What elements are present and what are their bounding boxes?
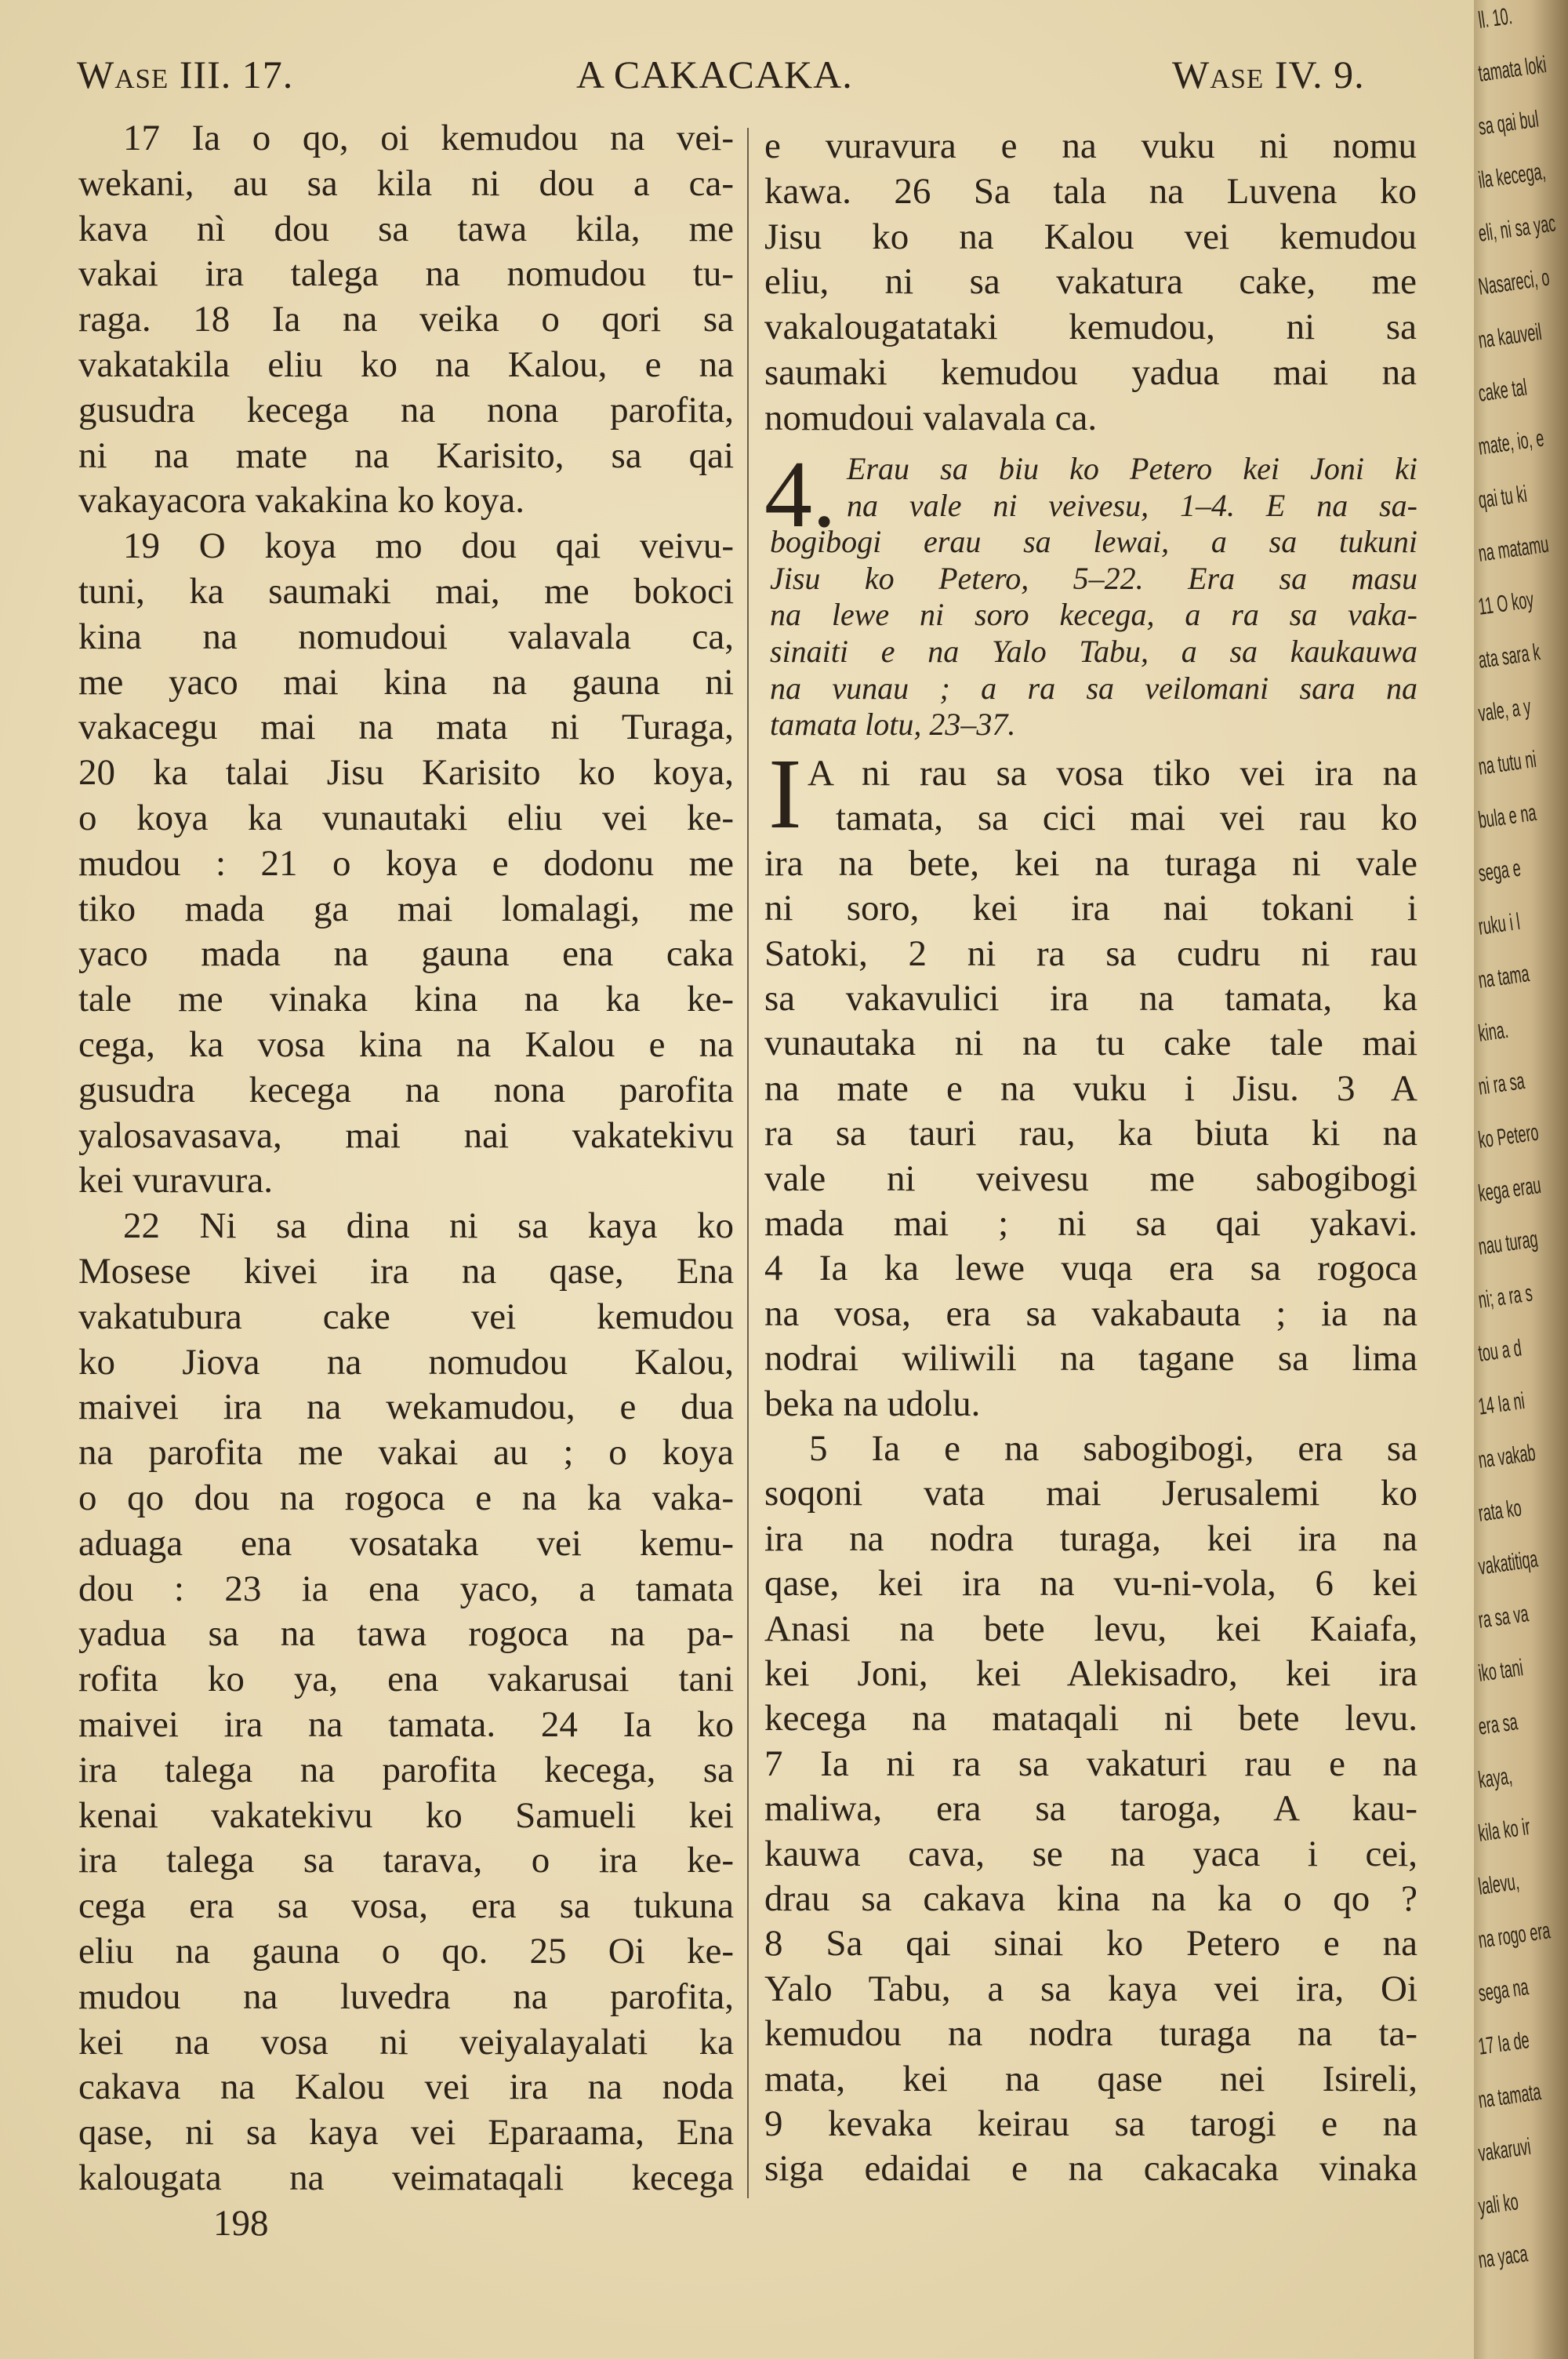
text-line: nomudoui valavala ca.: [764, 397, 1098, 438]
next-page-fragment: kega erau: [1476, 1172, 1543, 1207]
running-header-right: Wase IV. 9.: [1172, 53, 1365, 96]
next-page-fragment: kina.: [1476, 1016, 1510, 1047]
next-page-fragment: na tutu ni: [1476, 746, 1538, 780]
chapter-summary-line: na vale ni veivesu, 1–4. E na sa-: [847, 487, 1417, 523]
text-line: vakacegu mai na mata ni Turaga,: [78, 707, 734, 748]
next-page-fragment: na vakab: [1476, 1439, 1537, 1474]
text-line: gusudra kecega na nona parofita: [78, 1069, 734, 1110]
text-line: ira talega sa tarava, o ira ke-: [78, 1840, 734, 1881]
chapter-summary-line: na lewe ni soro kecega, a ra sa vaka-: [770, 597, 1417, 633]
drop-cap: I: [768, 738, 802, 849]
text-line: maliwa, era sa taroga, A kau-: [764, 1788, 1417, 1830]
text-line: kei na vosa ni veiyalayalati ka: [78, 2021, 734, 2063]
next-page-fragment: vale, a y: [1476, 693, 1533, 727]
chapter-summary-line: na vunau ; a ra sa veilomani sara na: [770, 670, 1417, 706]
text-line: kei vuravura.: [78, 1160, 273, 1201]
next-page-fragment: cake tal: [1476, 374, 1529, 407]
text-line: na parofita me vakai au ; o koya: [78, 1432, 734, 1474]
text-line: kava nì dou sa tawa kila, me: [78, 208, 734, 249]
next-page-fragment: vakaruvi: [1476, 2133, 1533, 2167]
next-page-fragment: na tama: [1476, 961, 1531, 994]
text-line: raga. 18 Ia na veika o qori sa: [78, 299, 734, 340]
text-line: vakai ira talega na nomudou tu-: [78, 253, 734, 295]
next-page-fragment: na matamu: [1476, 531, 1551, 567]
text-line: yalosavasava, mai nai vakatekivu: [78, 1114, 734, 1156]
text-line: Jisu ko na Kalou vei kemudou: [764, 216, 1417, 257]
text-line: vakatubura cake vei kemudou: [78, 1296, 734, 1337]
text-line: mada mai ; ni sa qai yakavi.: [764, 1203, 1417, 1244]
text-line: tamata, sa cici mai vei rau ko: [836, 798, 1417, 839]
next-page-fragment: ra sa va: [1476, 1601, 1530, 1634]
next-page-fragment: kila ko ir: [1476, 1813, 1532, 1847]
text-line: tale me vinaka kina na ka ke-: [78, 979, 734, 1020]
text-line: cakava na Kalou vei ira na noda: [78, 2066, 734, 2108]
text-line: tuni, ka saumaki mai, me bokoci: [78, 571, 734, 612]
chapter-summary-line: Erau sa biu ko Petero kei Joni ki: [847, 451, 1417, 486]
next-page-fragment: 17 Ia de: [1476, 2027, 1531, 2060]
text-line: gusudra kecega na nona parofita,: [78, 389, 734, 431]
text-line: kina na nomudoui valavala ca,: [78, 616, 734, 657]
text-line: beka na udolu.: [764, 1383, 981, 1424]
text-line: 17 Ia o qo, oi kemudou na vei-: [123, 118, 734, 158]
text-line: 8 Sa qai sinai ko Petero e na: [764, 1923, 1417, 1965]
text-line: qase, ni sa kaya vei Eparaama, Ena: [78, 2112, 734, 2154]
page-number: 198: [213, 2203, 269, 2244]
next-page-fragment: na tamata: [1476, 2079, 1543, 2114]
text-line: eliu, ni sa vakatura cake, me: [764, 261, 1417, 303]
text-line: mudou na luvedra na parofita,: [78, 1976, 734, 2017]
text-line: o qo dou na rogoca e na ka vaka-: [78, 1478, 734, 1518]
next-page-fragment: iko tani: [1476, 1655, 1525, 1687]
next-page-fragment: era sa: [1476, 1709, 1519, 1740]
next-page-fragment: rata ko: [1476, 1495, 1523, 1527]
text-line: kei Joni, kei Alekisadro, kei ira: [764, 1653, 1417, 1694]
next-page-fragment: sega e: [1476, 855, 1523, 887]
next-page-fragment: na yaca: [1476, 2241, 1530, 2274]
text-line: qase, kei ira na vu-ni-vola, 6 kei: [764, 1563, 1417, 1605]
text-line: ni soro, kei ira nai tokani i: [764, 888, 1417, 929]
text-line: tiko mada ga mai lomalagi, me: [78, 888, 734, 929]
text-line: e vuravura e na vuku ni nomu: [764, 125, 1417, 166]
text-line: ira talega na parofita kecega, sa: [78, 1749, 734, 1790]
text-line: 22 Ni sa dina ni sa kaya ko: [123, 1205, 734, 1247]
text-line: yadua sa na tawa rogoca na pa-: [78, 1613, 734, 1655]
text-line: Yalo Tabu, a sa kaya vei ira, Oi: [764, 1968, 1417, 2009]
next-page-fragment: ni; a ra s: [1476, 1280, 1534, 1314]
text-line: kawa. 26 Sa tala na Luvena ko: [764, 170, 1417, 212]
chapter-summary-line: bogibogi erau sa lewai, a sa tukuni: [770, 524, 1417, 560]
chapter-summary-line: Jisu ko Petero, 5–22. Era sa masu: [770, 560, 1417, 596]
text-line: na mate e na vuku i Jisu. 3 A: [764, 1067, 1417, 1109]
text-line: cega, ka vosa kina na Kalou e na: [78, 1024, 734, 1065]
text-line: vakalougatataki kemudou, ni sa: [764, 307, 1417, 348]
text-line: 19 O koya mo dou qai veivu-: [123, 525, 734, 567]
text-line: 7 Ia ni ra sa vakaturi rau e na: [764, 1743, 1417, 1784]
text-line: vunautaka ni na tu cake tale mai: [764, 1023, 1417, 1064]
chapter-number: 4.: [764, 442, 837, 547]
text-line: soqoni vata mai Jerusalemi ko: [764, 1473, 1417, 1514]
text-line: vakatakila eliu ko na Kalou, e na: [78, 344, 734, 385]
text-line: A ni rau sa vosa tiko vei ira na: [808, 753, 1417, 794]
next-page-fragment: sega na: [1476, 1974, 1530, 2007]
text-line: siga edaidai e na cakacaka vinaka: [764, 2148, 1417, 2190]
text-line: rofita ko ya, ena vakarusai tani: [78, 1659, 734, 1700]
chapter-summary-line: tamata lotu, 23–37.: [770, 707, 1016, 743]
next-page-fragment: na kauveil: [1476, 318, 1544, 354]
next-page-fragment: lalevu,: [1476, 1868, 1521, 1900]
next-page-fragment: 14 Ia ni: [1476, 1387, 1526, 1420]
next-page-fragment: ruku i l: [1476, 908, 1522, 940]
text-line: ra sa tauri rau, ka biuta ki na: [764, 1113, 1417, 1154]
text-line: na vosa, era sa vakabauta ; ia na: [764, 1292, 1417, 1334]
text-line: mudou : 21 o koya e dodonu me: [78, 842, 734, 884]
running-header-title: A CAKACAKA.: [576, 53, 853, 96]
chapter-summary-line: sinaiti e na Yalo Tabu, a sa kaukauwa: [770, 634, 1417, 669]
next-page-fragment: eli, ni sa yac: [1476, 210, 1558, 247]
next-page-fragment: ko Petero: [1476, 1119, 1541, 1154]
next-page-fragment: nau turag: [1476, 1226, 1540, 1260]
text-line: nodrai wiliwili na tagane sa lima: [764, 1338, 1417, 1379]
text-line: ira na bete, kei na turaga ni vale: [764, 842, 1417, 884]
text-line: ira na nodra turaga, kei ira na: [764, 1518, 1417, 1559]
text-line: 9 kevaka keirau sa tarogi e na: [764, 2103, 1417, 2144]
text-line: vale ni veivesu me sabogibogi: [764, 1158, 1417, 1199]
text-line: yaco mada na gauna ena caka: [78, 933, 734, 975]
text-line: mata, kei na qase nei Isireli,: [764, 2058, 1417, 2099]
next-page-fragment: yali ko: [1476, 2189, 1520, 2220]
text-line: 20 ka talai Jisu Karisito ko koya,: [78, 752, 734, 794]
next-page-fragment: mate, io, e: [1476, 425, 1546, 460]
text-line: Mosese kivei ira na qase, Ena: [78, 1251, 734, 1292]
text-line: maivei ira na wekamudou, e dua: [78, 1387, 734, 1428]
next-page-fragment: ll. 10.: [1476, 3, 1514, 34]
next-page-fragment: kaya,: [1476, 1763, 1514, 1794]
text-line: cega era sa vosa, era sa tukuna: [78, 1885, 734, 1927]
text-line: 5 Ia e na sabogibogi, era sa: [809, 1428, 1417, 1469]
next-page-fragment: bula e na: [1476, 799, 1538, 834]
text-line: 4 Ia ka lewe vuqa era sa rogoca: [764, 1248, 1417, 1289]
next-page-fragment: ata sara k: [1476, 639, 1542, 674]
text-line: dou : 23 ia ena yaco, a tamata: [78, 1568, 734, 1609]
text-line: drau sa cakava kina na ka o qo ?: [764, 1878, 1417, 1919]
text-line: kemudou na nodra turaga na ta-: [764, 2013, 1417, 2055]
running-header-left: Wase III. 17.: [77, 53, 294, 96]
next-page-fragment: sa qai bul: [1476, 106, 1541, 140]
text-line: kecega na mataqali ni bete levu.: [764, 1698, 1417, 1739]
text-line: ko Jiova na nomudou Kalou,: [78, 1341, 734, 1383]
text-line: Anasi na bete levu, kei Kaiafa,: [764, 1608, 1417, 1649]
text-line: kalougata na veimataqali kecega: [78, 2157, 734, 2198]
text-line: o koya ka vunautaki eliu vei ke-: [78, 798, 734, 838]
next-page-fragment: vakatitiqa: [1476, 1546, 1540, 1580]
next-page-fragment: ila kecega,: [1476, 158, 1548, 194]
next-page-fragment: tamata loki: [1476, 52, 1548, 87]
text-line: Satoki, 2 ni ra sa cudru ni rau: [764, 932, 1417, 974]
text-line: kenai vakatekivu ko Samueli kei: [78, 1794, 734, 1836]
text-line: ni na mate na Karisito, sa qai: [78, 434, 734, 476]
next-page-fragment: Nasareci, o: [1476, 264, 1552, 300]
text-line: sa vakavulici ira na tamata, ka: [764, 978, 1417, 1019]
text-line: eliu na gauna o qo. 25 Oi ke-: [78, 1931, 734, 1972]
next-page-fragment: ni ra sa: [1476, 1067, 1526, 1100]
text-line: me yaco mai kina na gauna ni: [78, 661, 734, 703]
next-page-fragment: 11 O koy: [1476, 587, 1536, 620]
text-line: wekani, au sa kila ni dou a ca-: [78, 162, 734, 204]
next-page-fragment: na rogo era: [1476, 1917, 1552, 1954]
next-page-fragment: qai tu ki: [1476, 481, 1529, 514]
text-line: saumaki kemudou yadua mai na: [764, 352, 1417, 393]
text-line: kauwa cava, se na yaca i cei,: [764, 1833, 1417, 1874]
text-line: aduaga ena vosataka vei kemu-: [78, 1522, 734, 1564]
next-page-fragment: tou a d: [1476, 1335, 1523, 1367]
text-line: maivei ira na tamata. 24 Ia ko: [78, 1704, 734, 1745]
column-divider: [747, 128, 749, 2198]
next-page-edge: [1474, 0, 1568, 2359]
text-line: vakayacora vakakina ko koya.: [78, 480, 524, 522]
